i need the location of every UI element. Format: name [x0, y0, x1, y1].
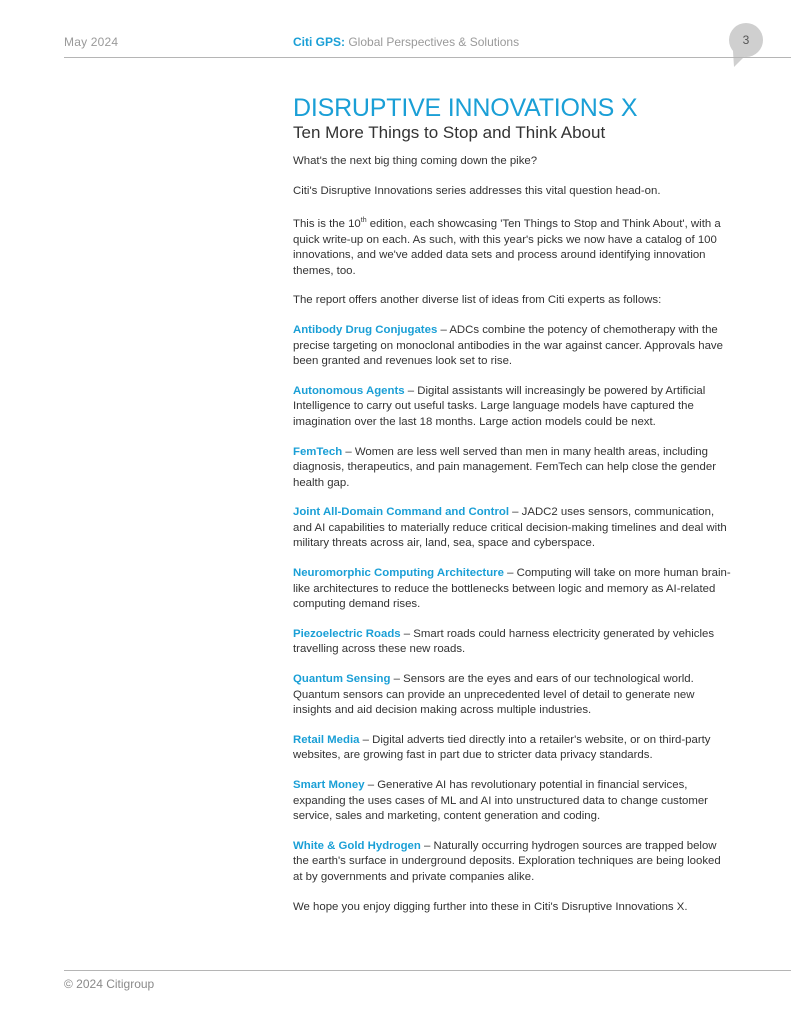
innovation-term: Retail Media [293, 733, 360, 746]
innovation-term: Antibody Drug Conjugates [293, 323, 438, 336]
innovation-description: – Naturally occurring hydrogen sources are trapped below the earth's surface in underground deposits. Exploration techniques are being looked at by governments and private companies alike. [293, 839, 721, 883]
edition-rest: edition, each showcasing 'Ten Things to Stop and Think About', with a quick write-up on each. As such, with this year's picks we now have a catalog of 100 innovations, and we've added data sets and process around identifying innovation themes, too. [293, 217, 721, 277]
innovation-description: – Smart roads could harness electricity generated by vehicles travelling across these new roads. [293, 627, 715, 656]
header-date: May 2024 [64, 35, 119, 49]
innovation-term: White & Gold Hydrogen [293, 839, 421, 852]
page-title: DISRUPTIVE INNOVATIONS X [293, 94, 638, 122]
innovation-item-antibody-drug-conjugates [293, 323, 733, 370]
footer-copyright: © 2024 Citigroup [64, 977, 155, 991]
footer-divider [64, 970, 791, 971]
innovation-item-quantum-sensing [293, 672, 733, 719]
innovation-item-autonomous-agents [293, 384, 733, 431]
innovation-term: FemTech [293, 445, 343, 458]
innovation-description: – Digital adverts tied directly into a retailer's website, or on third-party websites, are growing fast in part due to stricter data privacy standards. [293, 733, 711, 762]
intro-lead-in: The report offers another diverse list of ideas from Citi experts as follows: [293, 294, 662, 307]
innovation-term: Neuromorphic Computing Architecture [293, 567, 504, 580]
page-number: 3 [742, 33, 750, 47]
brand-name: Citi GPS: [293, 35, 346, 49]
innovation-description: – Computing will take on more human brain-like architectures to reduce the bottlenecks between logic and memory as AI-related computing demand rises. [293, 567, 731, 611]
innovation-item-white-gold-hydrogen [293, 839, 733, 886]
innovation-item-femtech [293, 445, 733, 492]
innovation-term: Autonomous Agents [293, 384, 405, 397]
innovation-item-jadc2 [293, 505, 733, 552]
closing-paragraph: We hope you enjoy digging further into these in Citi's Disruptive Innovations X. [293, 900, 688, 913]
header-divider [64, 57, 791, 58]
innovation-term: Quantum Sensing [293, 673, 391, 686]
innovation-item-neuromorphic-computing [293, 566, 733, 613]
header-brand [293, 35, 519, 49]
edition-superscript: th [360, 217, 367, 225]
innovation-description: – ADCs combine the potency of chemotherapy with the precise targeting on monoclonal antibodies in the war against cancer. Approvals have been granted and revenues look set to rise. [293, 323, 723, 368]
innovation-item-retail-media [293, 733, 733, 764]
innovation-description: – Generative AI has revolutionary potential in financial services, expanding the uses cases of ML and AI into unstructured data to change customer service, sales and marketing, content generation and coding. [293, 779, 708, 823]
edition-prefix: This is the 10 [293, 217, 361, 230]
innovation-term: Joint All-Domain Command and Control [293, 506, 509, 519]
page-number-badge [728, 23, 764, 69]
innovation-description: – Digital assistants will increasingly be powered by Artificial Intelligence to carry out useful tasks. Large language models have captured the imagination over the last 18 months. Large action models could be next. [293, 384, 706, 428]
innovation-term: Smart Money [293, 779, 365, 792]
innovation-item-piezoelectric-roads [293, 627, 733, 658]
intro-question: What's the next big thing coming down the pike? [293, 155, 538, 167]
innovation-term: Piezoelectric Roads [293, 627, 401, 640]
intro-edition [293, 213, 733, 279]
innovation-description: – Sensors are the eyes and ears of our technological world. Quantum sensors can provide an unprecedented level of detail to generate new insights and aid decision making across multiple industries. [293, 673, 695, 717]
page-subtitle: Ten More Things to Stop and Think About [293, 123, 606, 142]
innovation-description: – Women are less well served than men in many health areas, including diagnosis, therapeutics, and pain management. FemTech can help close the gender health gap. [293, 445, 716, 489]
brand-tagline: Global Perspectives & Solutions [345, 35, 520, 49]
innovation-description: – JADC2 uses sensors, communication, and AI capabilities to materially reduce critical decision-making timelines and deal with military threats across air, land, sea, space and cyberspace. [293, 506, 727, 550]
innovation-item-smart-money [293, 778, 733, 825]
intro-series: Citi's Disruptive Innovations series addresses this vital question head-on. [293, 184, 661, 197]
main-content [293, 93, 733, 929]
